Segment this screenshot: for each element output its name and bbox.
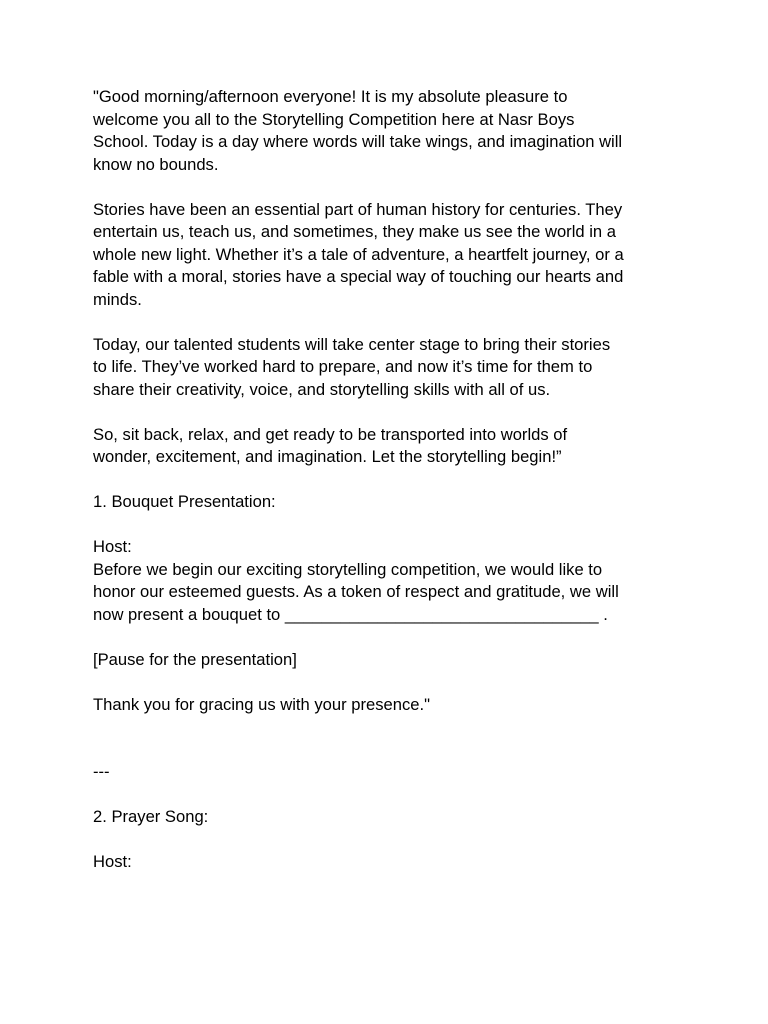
paragraph-spacer: [93, 671, 676, 694]
intro-paragraph: [93, 86, 676, 176]
text-line: fable with a moral, stories have a special way of touching our hearts and: [93, 267, 624, 286]
text-line: minds.: [93, 289, 142, 309]
section-separator: ---: [93, 762, 110, 781]
paragraph-spacer: [93, 514, 676, 537]
text-line: "Good morning/afternoon everyone! It is my absolute pleasure to: [93, 87, 568, 106]
text-line: now present a bouquet to __________________________________ .: [93, 604, 608, 624]
text-line: whole new light. Whether it’s a tale of adventure, a heartfelt journey, or a: [93, 244, 624, 264]
text-line: to life. They’ve worked hard to prepare, and now it’s time for them to: [93, 357, 593, 376]
pause-note: [Pause for the presentation]: [93, 649, 297, 669]
section-heading-prayer-song: 2. Prayer Song:: [93, 807, 209, 826]
text-line: Before we begin our exciting storytelling competition, we would like to: [93, 559, 603, 579]
students-paragraph: [93, 334, 676, 402]
paragraph-spacer: [93, 784, 676, 807]
host-label: Host:: [93, 537, 132, 556]
bouquet-host-block: [93, 536, 676, 626]
text-line: Today, our talented students will take center stage to bring their stories: [93, 334, 611, 354]
host-label: Host:: [93, 852, 132, 871]
text-line: share their creativity, voice, and storytelling skills with all of us.: [93, 379, 551, 399]
closing-paragraph: [93, 424, 676, 469]
text-line: wonder, excitement, and imagination. Let the storytelling begin!”: [93, 447, 562, 466]
paragraph-spacer: [93, 626, 676, 649]
stories-paragraph: [93, 199, 676, 312]
paragraph-spacer: [93, 176, 676, 199]
text-line: entertain us, teach us, and sometimes, they make us see the world in a: [93, 222, 616, 241]
text-line: welcome you all to the Storytelling Competition here at Nasr Boys: [93, 109, 575, 129]
paragraph-spacer: [93, 401, 676, 424]
paragraph-spacer: [93, 829, 676, 852]
section-heading-bouquet: 1. Bouquet Presentation:: [93, 492, 276, 511]
paragraph-spacer: [93, 469, 676, 492]
paragraph-spacer: [93, 311, 676, 334]
text-line: So, sit back, relax, and get ready to be transported into worlds of: [93, 424, 568, 444]
text-line: honor our esteemed guests. As a token of respect and gratitude, we will: [93, 582, 619, 601]
text-line: School. Today is a day where words will take wings, and imagination will: [93, 132, 623, 151]
thanks-line: Thank you for gracing us with your presence.": [93, 694, 431, 714]
paragraph-spacer: [93, 716, 676, 761]
text-line: know no bounds.: [93, 154, 219, 174]
text-line: Stories have been an essential part of human history for centuries. They: [93, 199, 623, 219]
